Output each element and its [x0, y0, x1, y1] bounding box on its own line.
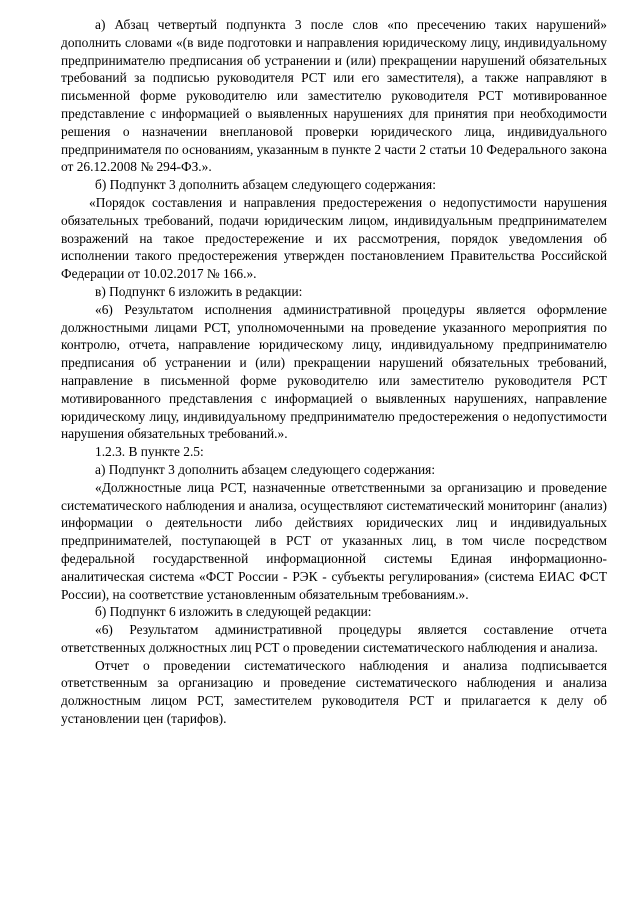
paragraph-a2-heading: а) Подпункт 3 дополнить абзацем следующего содержания: [95, 461, 436, 477]
section-1-2-3-heading: 1.2.3. В пункте 2.5: [95, 444, 204, 460]
paragraph-report: Отчет о проведении систематического наблюдения и анализа подписывается ответственным за организацию и проведение систематического наблюдения и анализа должностным лицом РСТ, заместителем руководителя РСТ и прилагается к делу об установлении цен (тарифов). [61, 657, 607, 727]
paragraph-b2-heading: б) Подпункт 6 изложить в следующей редакции: [95, 604, 372, 620]
paragraph-a-abzac: а) Абзац четвертый подпункта 3 после слов «по пресечению таких нарушений» дополнить словами «(в виде подготовки и направления юридическому лицу, индивидуальному предпринимателю предписания об устранении и (или) прекращении нарушений обязательных требований за подписью руководителя РСТ или его заместителя), а также направляют в письменной форме руководителю или заместителю руководителя РСТ мотивированное представление с информацией о выявленных нарушениях для принятия при необходимости решения о назначении внеплановой проверки юридического лица, индивидуального предпринимателя по основаниям, указанным в пункте 2 части 2 статьи 10 Федерального закона от 26.12.2008 № 294-ФЗ.». [61, 17, 607, 175]
paragraph-b2-quote: «6) Результатом административной процедуры является составление отчета ответственных должностных лиц РСТ о проведении систематического наблюдения и анализа. [61, 622, 607, 655]
paragraph-b-quote: «Порядок составления и направления предостережения о недопустимости нарушения обязательных требований, подачи юридическим лицом, индивидуальным предпринимателем возражений на такое предостережение и их рассмотрения, порядок уведомления об исполнении такого предостережения утвержден постановлением Правительства Российской Федерации от 10.02.2017 № 166.». [61, 194, 607, 282]
paragraph-b-heading: б) Подпункт 3 дополнить абзацем следующего содержания: [95, 177, 436, 193]
document-page [61, 16, 607, 728]
paragraph-a2-quote: «Должностные лица РСТ, назначенные ответственными за организацию и проведение систематического наблюдения и анализа, осуществляют систематический мониторинг (анализ) информации о деятельности либо действиях юридических лиц и индивидуальных предпринимателей, поступающей в РСТ от указанных лиц, в том числе посредством федеральной государственной информационной системы Единая информационно-аналитическая система «ФСТ России - РЭК - субъекты регулирования» (система ЕИАС ФСТ России), на соответствие установленным обязательным требованиям.». [61, 479, 607, 602]
paragraph-v-quote: «6) Результатом исполнения административной процедуры является оформление должностными лицами РСТ, уполномоченными на проведение указанного мероприятия по контролю, отчета, направление юридическому лицу, индивидуальному предпринимателю предписания об устранении и (или) прекращении нарушений обязательных требований, направление в письменной форме руководителю или заместителю руководителя РСТ мотивированного представления с информацией о выявленных нарушениях, направление юридическому лицу, индивидуальному предпринимателю предостережения о недопустимости нарушения обязательных требований.». [61, 301, 607, 442]
paragraph-v-heading: в) Подпункт 6 изложить в редакции: [95, 283, 303, 299]
